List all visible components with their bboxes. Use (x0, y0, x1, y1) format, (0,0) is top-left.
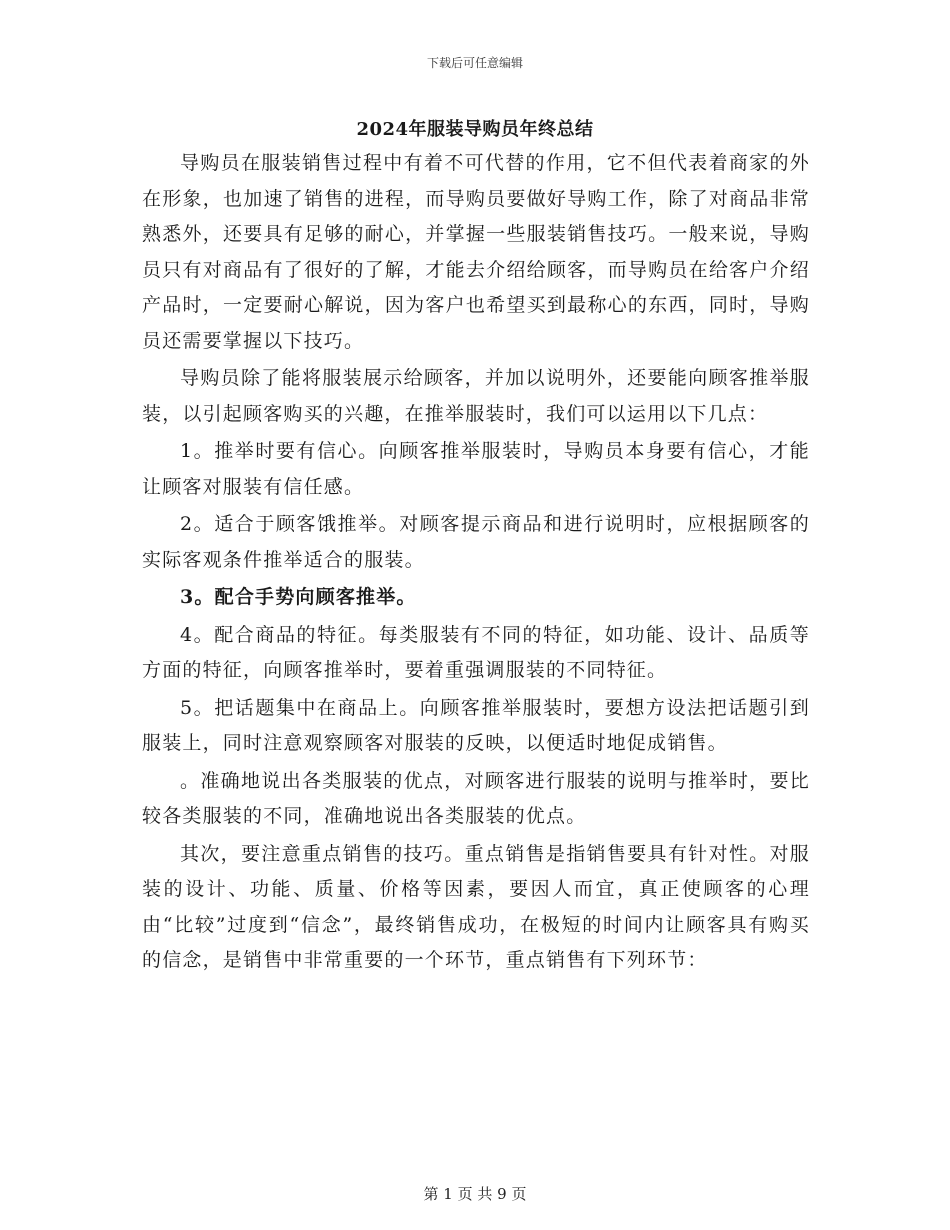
paragraph-point-6: 。准确地说出各类服装的优点，对顾客进行服装的说明与推举时，要比较各类服装的不同，准确地说出各类服装的优点。 (142, 769, 810, 827)
page-header: 下载后可任意编辑 (426, 56, 523, 70)
paragraph-point-2: 2。适合于顾客饿推举。对顾客提示商品和进行说明时，应根据顾客的实际客观条件推举适合的服装。 (142, 513, 810, 571)
document-title: 2024年服装导购员年终总结 (356, 119, 594, 140)
paragraph-intro: 导购员在服装销售过程中有着不可代替的作用，它不但代表着商家的外在形象，也加速了销售的进程，而导购员要做好导购工作，除了对商品非常熟悉外，还要具有足够的耐心，并掌握一些服装销售技巧。一般来说，导购员只有对商品有了很好的了解，才能去介绍给顾客，而导购员在给客户介绍产品时，一定要耐心解说，因为客户也希望买到最称心的东西，同时，导购员还需要掌握以下技巧。 (142, 152, 810, 352)
paragraph-point-5: 5。把话题集中在商品上。向顾客推举服装时，要想方设法把话题引到服装上，同时注意观察顾客对服装的反映，以便适时地促成销售。 (142, 696, 810, 754)
paragraph-recommend-intro: 导购员除了能将服装展示给顾客，并加以说明外，还要能向顾客推举服装，以引起顾客购买的兴趣，在推举服装时，我们可以运用以下几点： (142, 367, 810, 425)
paragraph-key-sales: 其次，要注意重点销售的技巧。重点销售是指销售要具有针对性。对服装的设计、功能、质量、价格等因素，要因人而宜，真正使顾客的心理由“比较”过度到“信念”，最终销售成功，在极短的时间内让顾客具有购买的信念，是销售中非常重要的一个环节，重点销售有下列环节： (142, 842, 810, 971)
paragraph-point-4: 4。配合商品的特征。每类服装有不同的特征，如功能、设计、品质等方面的特征，向顾客推举时，要着重强调服装的不同特征。 (142, 623, 810, 681)
paragraph-point-1: 1。推举时要有信心。向顾客推举服装时，导购员本身要有信心，才能让顾客对服装有信任感。 (142, 440, 810, 498)
page-footer: 第 1 页 共 9 页 (423, 1185, 527, 1203)
paragraph-point-3: 3。配合手势向顾客推举。 (180, 586, 417, 608)
document-body (142, 146, 810, 981)
